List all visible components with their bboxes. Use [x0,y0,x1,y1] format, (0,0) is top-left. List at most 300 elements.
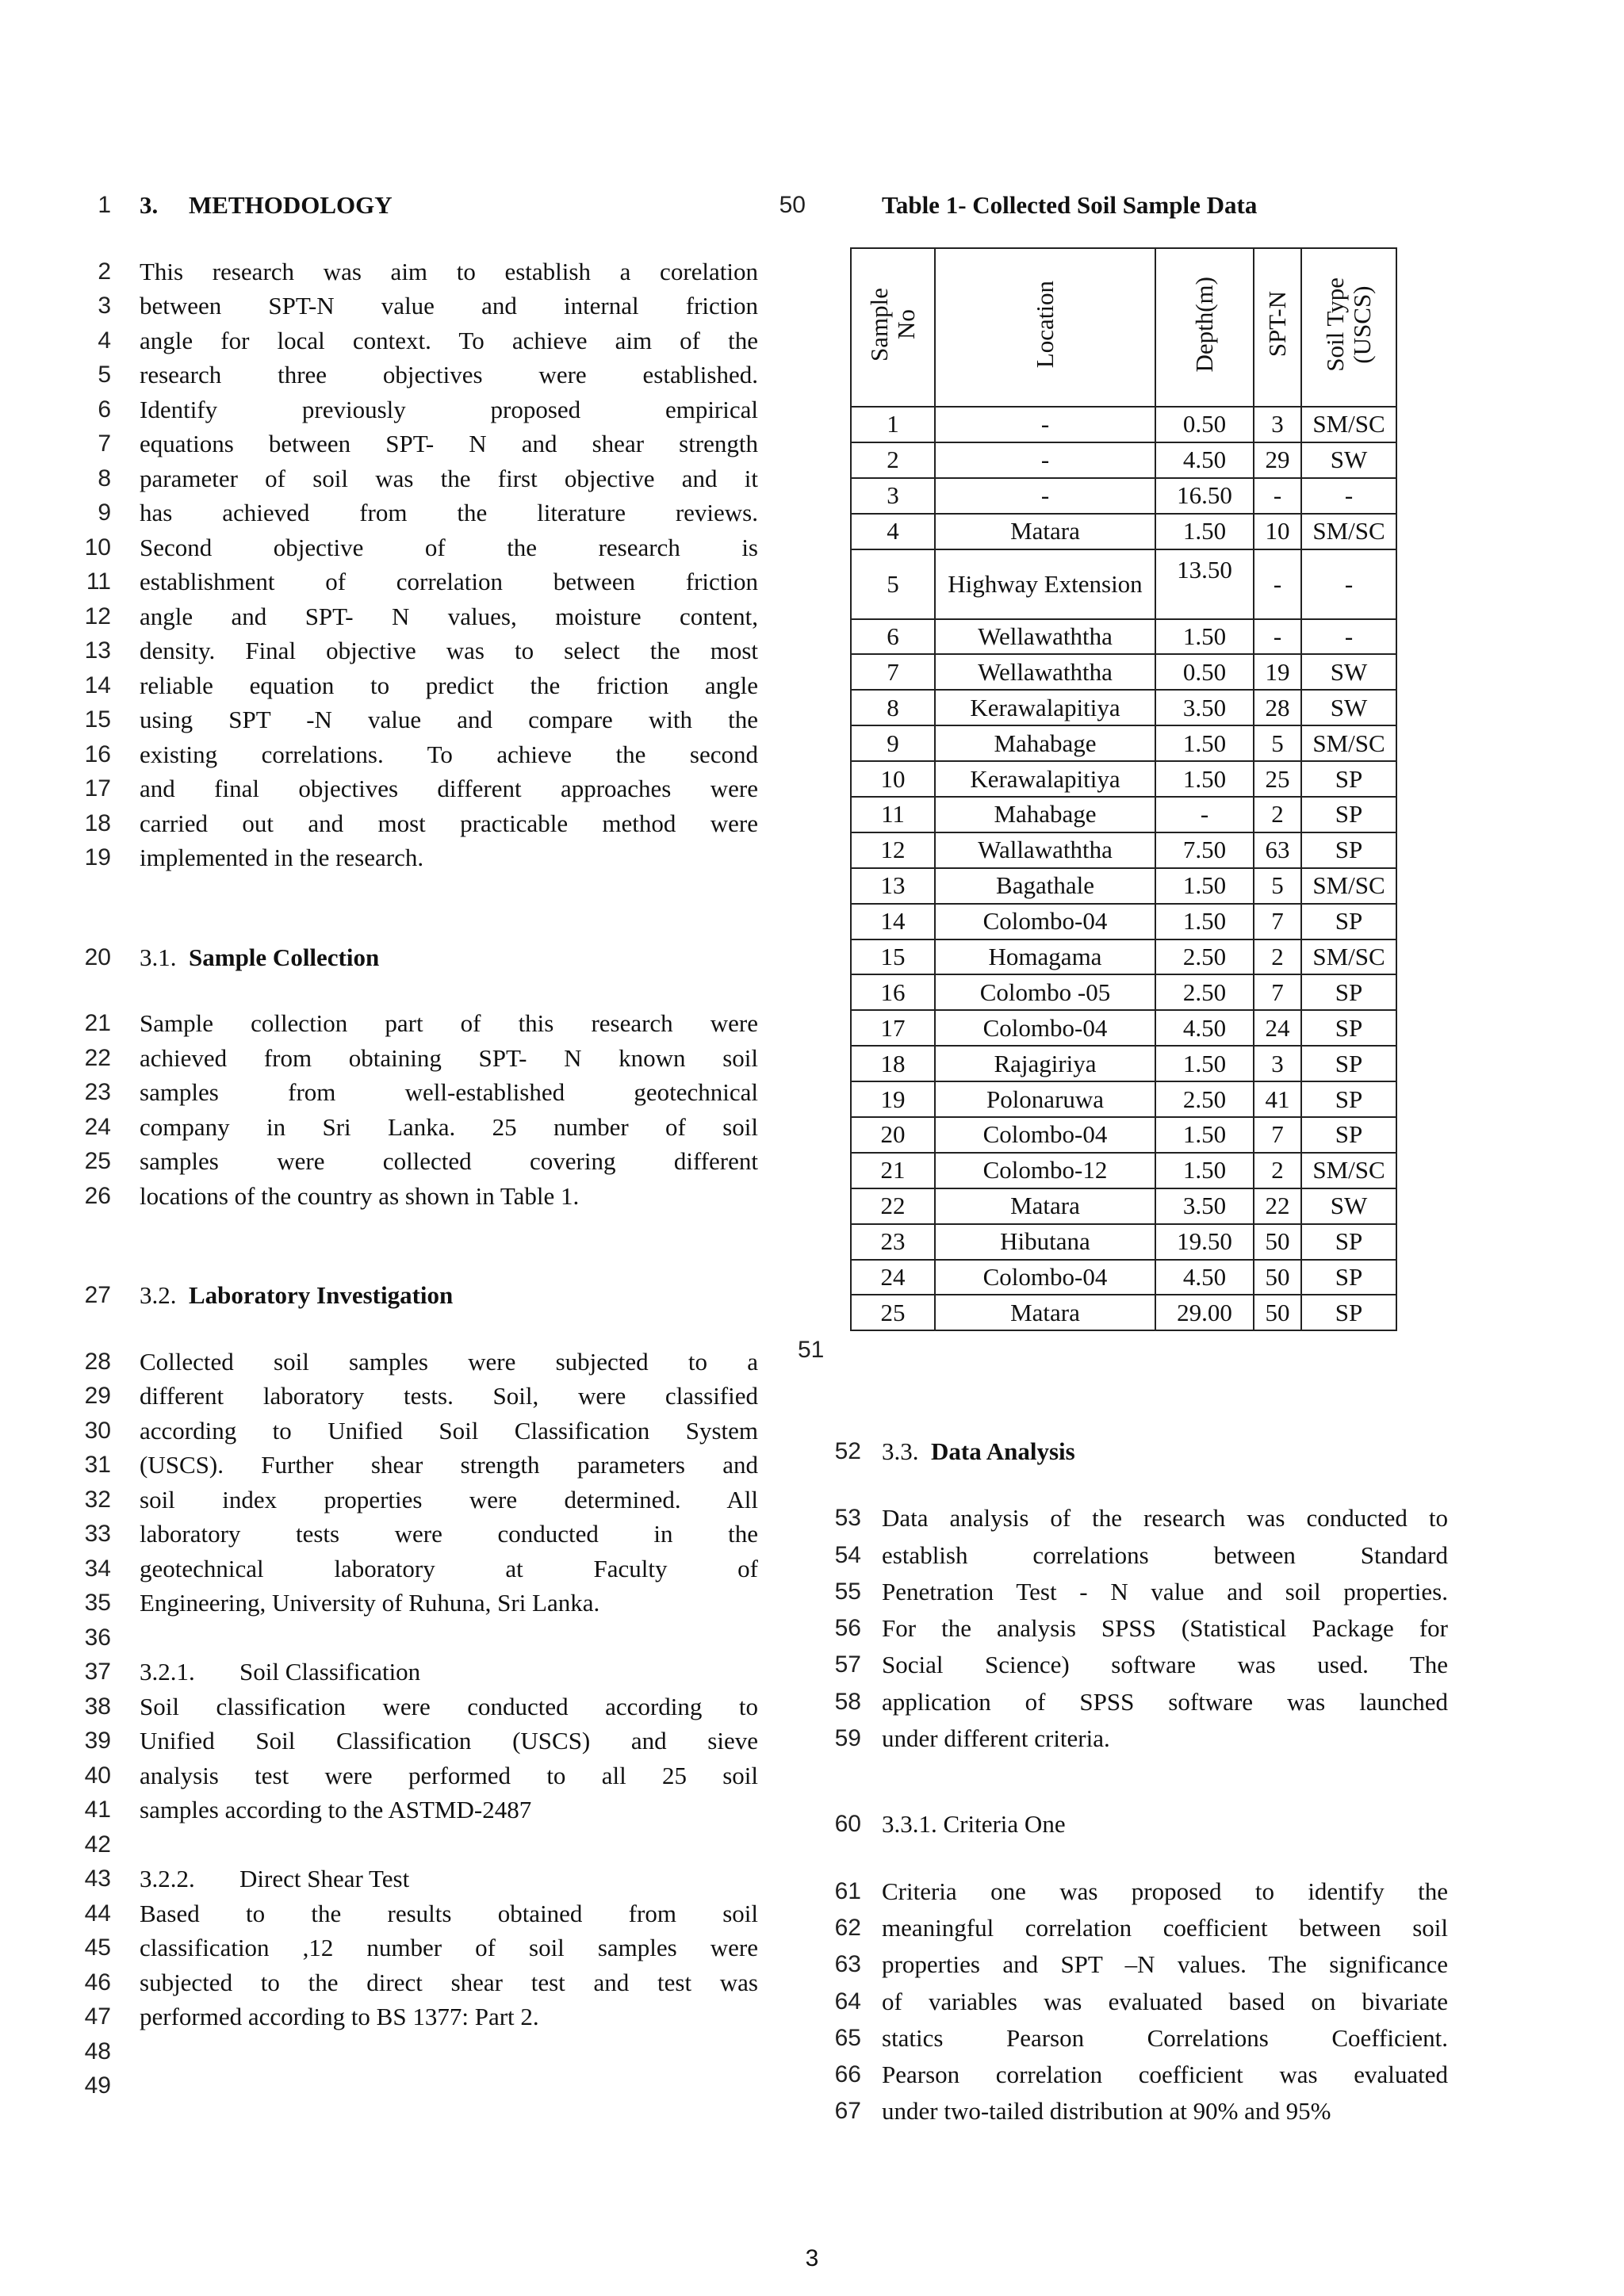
paragraph-laboratory [84,1345,758,1621]
table-row [851,442,1396,478]
line-number: 16 [84,740,111,767]
line-text: and final objectives different approaches were [140,775,758,802]
line-number: 46 [84,1969,111,1996]
cell-spt-n: 50 [1254,1295,1301,1330]
line-text: Sample collection part of this research were [140,1009,758,1037]
cell-location: Matara [935,514,1155,549]
line-number: 27 [84,1282,111,1308]
line-number: 43 [84,1866,111,1892]
cell-soil-type: SP [1301,797,1396,832]
cell-depth: 2.50 [1155,974,1254,1010]
cell-spt-n: 2 [1254,939,1301,975]
cell-soil-type: SP [1301,832,1396,868]
cell-soil-type: SP [1301,1081,1396,1117]
section-title: METHODOLOGY [189,191,393,219]
text-line [86,564,758,599]
line-number: 50 [779,192,806,218]
text-line [834,1537,1448,1574]
cell-spt-n: 3 [1254,1046,1301,1081]
line-text: implemented in the research. [140,844,424,871]
cell-location: Kerawalapitiya [935,761,1155,797]
line-text: samples from well-established geotechnical [140,1078,758,1106]
line-number: 57 [834,1651,861,1678]
text-line [84,1758,758,1793]
cell-spt-n: 25 [1254,761,1301,797]
header-text: Depth(m) [1190,276,1218,373]
header-location [935,248,1155,407]
cell-soil-type: SM/SC [1301,939,1396,975]
cell-depth: 16.50 [1155,478,1254,514]
cell-depth: 7.50 [1155,832,1254,868]
line-number: 55 [834,1578,861,1605]
line-text: Engineering, University of Ruhuna, Sri Lanka. [140,1589,600,1617]
cell-location: Mahabage [935,725,1155,761]
cell-sample-no: 22 [851,1188,935,1224]
line-number: 35 [84,1590,111,1616]
line-text: subjected to the direct shear test and test was [140,1968,758,1996]
table-row [851,904,1396,939]
text-line [84,1896,758,1931]
line-text: reliable equation to predict the friction angle [140,671,758,699]
cell-depth: 4.50 [1155,1260,1254,1295]
line-number: 14 [84,672,111,698]
blank-line [84,1827,758,1862]
paragraph-criteria-one [834,1873,1448,2130]
cell-depth: 1.50 [1155,514,1254,549]
line-number: 58 [834,1688,861,1715]
line-text: different laboratory tests. Soil, were classified [140,1382,758,1410]
text-line [84,1517,758,1552]
line-text: existing correlations. To achieve the second [140,740,758,768]
header-text: Sample No [865,287,920,362]
text-line [84,1689,758,1724]
cell-sample-no: 15 [851,939,935,975]
section-number: 3. [140,191,159,219]
cell-depth: 29.00 [1155,1295,1254,1330]
text-line [84,1586,758,1621]
text-line [84,771,758,806]
line-number: 30 [84,1417,111,1444]
line-text: according to Unified Soil Classification System [140,1416,758,1445]
text-line [84,1110,758,1145]
line-number: 13 [84,637,111,664]
cell-location: Colombo-04 [935,904,1155,939]
cell-location: Colombo -05 [935,974,1155,1010]
line-text: Social Science) software was used. The [882,1651,1448,1679]
line-text: angle and SPT- N values, moisture content, [140,602,758,630]
line-number: 12 [84,603,111,629]
table-row [851,1188,1396,1224]
soil-sample-table [850,247,1397,1331]
cell-spt-n: - [1254,619,1301,655]
cell-depth: 4.50 [1155,442,1254,478]
line-text: Unified Soil Classification (USCS) and sieve [140,1727,758,1755]
cell-sample-no: 21 [851,1153,935,1188]
section-title: Data Analysis [931,1437,1075,1465]
cell-sample-no: 20 [851,1117,935,1153]
text-line [84,1345,758,1380]
cell-sample-no: 5 [851,549,935,619]
text-line [84,530,758,565]
text-line [98,323,758,358]
cell-depth: 2.50 [1155,939,1254,975]
cell-depth: 1.50 [1155,761,1254,797]
line-number: 40 [84,1762,111,1789]
text-line [98,358,758,392]
cell-location: - [935,407,1155,442]
text-line [84,840,758,875]
criteria-one-heading [834,1806,1448,1843]
text-line [834,1984,1448,2020]
cell-sample-no: 25 [851,1295,935,1330]
cell-location: Polonaruwa [935,1081,1155,1117]
text-line [84,1483,758,1517]
line-number: 39 [84,1728,111,1754]
text-line [98,427,758,461]
paragraph-data-analysis [834,1500,1448,1757]
line-text: properties and SPT –N values. The significance [882,1950,1448,1979]
cell-spt-n: 7 [1254,1117,1301,1153]
cell-sample-no: 19 [851,1081,935,1117]
section-title: 3.3.1. Criteria One [882,1810,1066,1839]
table-body [851,407,1396,1330]
cell-sample-no: 23 [851,1224,935,1260]
cell-spt-n: 22 [1254,1188,1301,1224]
line-text: Based to the results obtained from soil [140,1899,758,1927]
line-text: analysis test were performed to all 25 soil [140,1761,758,1789]
header-spt-n [1254,248,1301,407]
line-text: soil index properties were determined. All [140,1485,758,1513]
line-number: 11 [86,568,111,595]
line-text: samples according to the ASTMD-2487 [140,1796,532,1823]
cell-sample-no: 16 [851,974,935,1010]
cell-soil-type: SP [1301,1295,1396,1330]
text-line [84,1965,758,2000]
line-number: 17 [84,775,111,802]
cell-spt-n: 7 [1254,974,1301,1010]
header-text: Location [1031,280,1059,369]
section-number: 3.2.1. [140,1658,195,1686]
cell-spt-n: - [1254,478,1301,514]
section-number: 3.1. [140,943,177,971]
line-text: has achieved from the literature reviews. [140,499,758,526]
table-row [851,868,1396,904]
right-column [779,188,1448,223]
cell-location: Rajagiriya [935,1046,1155,1081]
table-caption-text: Table 1- Collected Soil Sample Data [882,191,1258,219]
table-row [851,549,1396,619]
cell-location: - [935,442,1155,478]
line-number: 32 [84,1486,111,1513]
cell-soil-type: SM/SC [1301,514,1396,549]
line-number: 3 [98,293,111,319]
line-number: 61 [834,1877,861,1904]
line-number: 44 [84,1900,111,1927]
page-number: 3 [805,2245,819,2271]
line-number: 38 [84,1693,111,1720]
text-line [84,1179,758,1214]
laboratory-heading [84,1278,758,1313]
text-line [84,1379,758,1414]
paragraph-sample-collection [84,1006,758,1213]
cell-spt-n: 50 [1254,1260,1301,1295]
text-line [84,1724,758,1758]
line-text: parameter of soil was the first objective and it [140,464,758,492]
line-text: establish correlations between Standard [882,1540,1448,1569]
cell-soil-type: SM/SC [1301,725,1396,761]
line-text: Identify previously proposed empirical [140,395,758,423]
blank-line [84,2034,758,2069]
line-text: achieved from obtaining SPT- N known soil [140,1043,758,1072]
text-line [98,496,758,530]
cell-soil-type: SP [1301,1010,1396,1046]
text-line [84,702,758,737]
line-number: 52 [834,1438,861,1464]
line-text: classification ,12 number of soil samples were [140,1934,758,1961]
cell-location: Wallawaththa [935,832,1155,868]
table-row [851,478,1396,514]
line-number: 37 [84,1659,111,1685]
cell-sample-no: 2 [851,442,935,478]
cell-spt-n: 10 [1254,514,1301,549]
line-text: laboratory tests were conducted in the [140,1520,758,1548]
text-line [834,1574,1448,1610]
text-line [834,2020,1448,2057]
cell-sample-no: 12 [851,832,935,868]
text-line [98,289,758,323]
cell-soil-type: SP [1301,974,1396,1010]
line-text: using SPT -N value and compare with the [140,706,758,733]
cell-sample-no: 13 [851,868,935,904]
cell-soil-type: SP [1301,904,1396,939]
line-number: 18 [84,809,111,836]
header-soil-type [1301,248,1396,407]
line-number: 65 [834,2024,861,2051]
line-number: 41 [84,1797,111,1823]
table-row [851,1010,1396,1046]
text-line [84,1999,758,2034]
cell-soil-type: SP [1301,1260,1396,1295]
text-line [98,461,758,496]
cell-spt-n: - [1254,549,1301,619]
text-line [98,254,758,289]
table-row [851,761,1396,797]
cell-soil-type: SW [1301,442,1396,478]
line-number: 21 [84,1010,111,1036]
line-text: Soil classification were conducted according to [140,1692,758,1720]
left-column [84,188,758,2103]
cell-sample-no: 3 [851,478,935,514]
text-line [84,633,758,668]
section-title: Sample Collection [189,943,380,971]
line-text: under different criteria. [882,1724,1110,1753]
text-line [84,1552,758,1586]
cell-sample-no: 9 [851,725,935,761]
text-line [834,1720,1448,1757]
cell-spt-n: 19 [1254,654,1301,690]
line-number: 20 [84,943,111,970]
data-analysis-section [834,1433,1448,2130]
text-line [84,1448,758,1483]
line-number: 36 [84,1624,111,1651]
cell-sample-no: 8 [851,690,935,725]
cell-depth: 13.50 [1155,549,1254,619]
line-number: 64 [834,1988,861,2015]
line-number: 31 [84,1452,111,1478]
line-number: 56 [834,1615,861,1642]
section-number: 3.2. [140,1281,177,1309]
table-row [851,1081,1396,1117]
text-line [834,1647,1448,1683]
line-number: 48 [84,2038,111,2064]
line-text: density. Final objective was to select the most [140,637,758,664]
cell-location: Hibutana [935,1224,1155,1260]
line-number: 7 [98,430,111,457]
cell-soil-type: - [1301,549,1396,619]
line-text: company in Sri Lanka. 25 number of soil [140,1112,758,1141]
line-number: 45 [84,1934,111,1961]
cell-depth: 0.50 [1155,654,1254,690]
line-number: 1 [98,192,111,218]
cell-spt-n: 28 [1254,690,1301,725]
line-number: 4 [98,327,111,354]
table-row [851,974,1396,1010]
line-number: 60 [834,1811,861,1838]
cell-location: Bagathale [935,868,1155,904]
blank-line [84,2068,758,2103]
cell-depth: - [1155,797,1254,832]
cell-spt-n: 5 [1254,868,1301,904]
table-header-row [851,248,1396,407]
cell-soil-type: SW [1301,654,1396,690]
soil-classification-heading [84,1655,758,1689]
table-row [851,654,1396,690]
line-number: 42 [84,1831,111,1858]
table-row [851,1117,1396,1153]
cell-depth: 1.50 [1155,1117,1254,1153]
cell-location: Matara [935,1295,1155,1330]
text-line [84,668,758,703]
cell-depth: 0.50 [1155,407,1254,442]
line-text: research three objectives were established. [140,361,758,388]
table-row [851,1046,1396,1081]
data-analysis-heading [834,1433,1448,1470]
text-line [834,1946,1448,1983]
cell-soil-type: SM/SC [1301,868,1396,904]
line-text: samples were collected covering different [140,1147,758,1175]
table-row [851,797,1396,832]
cell-sample-no: 4 [851,514,935,549]
header-sample-no [851,248,935,407]
text-line [834,2057,1448,2093]
line-text: performed according to BS 1377: Part 2. [140,2003,539,2030]
line-number: 53 [834,1505,861,1532]
header-text: Soil Type (USCS) [1321,277,1376,372]
table-caption [779,188,1448,223]
cell-soil-type: SM/SC [1301,1153,1396,1188]
line-number: 67 [834,2098,861,2125]
cell-sample-no: 10 [851,761,935,797]
text-line [84,1414,758,1448]
cell-location: Colombo-04 [935,1117,1155,1153]
table-row [851,514,1396,549]
cell-soil-type: SP [1301,1046,1396,1081]
line-number: 5 [98,362,111,388]
cell-location: Mahabage [935,797,1155,832]
cell-location: Matara [935,1188,1155,1224]
table-row [851,725,1396,761]
line-number: 49 [84,2072,111,2099]
header-text: SPT-N [1263,291,1291,358]
cell-sample-no: 18 [851,1046,935,1081]
line-number: 15 [84,706,111,733]
line-text: angle for local context. To achieve aim of the [140,326,758,354]
direct-shear-heading [84,1862,758,1896]
line-text: For the analysis SPSS (Statistical Package for [882,1614,1448,1643]
cell-soil-type: SM/SC [1301,407,1396,442]
line-text: of variables was evaluated based on bivariate [882,1987,1448,2015]
cell-soil-type: SP [1301,1224,1396,1260]
cell-sample-no: 24 [851,1260,935,1295]
cell-depth: 19.50 [1155,1224,1254,1260]
text-line [84,1006,758,1041]
line-text: equations between SPT- N and shear strength [140,430,758,457]
paragraph-objectives [84,254,758,875]
text-line [834,1500,1448,1536]
line-number: 62 [834,1914,861,1941]
line-text: Criteria one was proposed to identify the [882,1877,1448,1905]
line-number: 8 [98,465,111,492]
cell-location: Homagama [935,939,1155,975]
line-number: 33 [84,1521,111,1547]
line-number: 63 [834,1951,861,1978]
table-row [851,407,1396,442]
cell-depth: 1.50 [1155,904,1254,939]
cell-depth: 2.50 [1155,1081,1254,1117]
line-number: 28 [84,1348,111,1375]
cell-soil-type: - [1301,478,1396,514]
text-line [834,2093,1448,2130]
line-number: 9 [98,499,111,526]
cell-location: Wellawaththa [935,619,1155,655]
cell-location: Colombo-12 [935,1153,1155,1188]
line-number: 59 [834,1725,861,1752]
paragraph-soil-classification [84,1689,758,1827]
line-number: 24 [84,1113,111,1140]
cell-location: Kerawalapitiya [935,690,1155,725]
line-text: Data analysis of the research was conducted to [882,1504,1448,1533]
text-line [834,1873,1448,1910]
cell-sample-no: 1 [851,407,935,442]
line-number: 34 [84,1555,111,1582]
cell-soil-type: SP [1301,1117,1396,1153]
cell-spt-n: 3 [1254,407,1301,442]
text-line [84,1041,758,1076]
line-number: 22 [84,1044,111,1071]
blank-line [84,1621,758,1655]
cell-spt-n: 7 [1254,904,1301,939]
cell-location: Colombo-04 [935,1260,1155,1295]
cell-soil-type: SW [1301,1188,1396,1224]
cell-spt-n: 50 [1254,1224,1301,1260]
cell-depth: 3.50 [1155,690,1254,725]
line-number: 10 [84,534,111,561]
cell-location: Highway Extension [935,549,1155,619]
paragraph-direct-shear [84,1896,758,2034]
section-number: 3.3. [882,1437,919,1465]
cell-soil-type: - [1301,619,1396,655]
text-line [84,737,758,772]
